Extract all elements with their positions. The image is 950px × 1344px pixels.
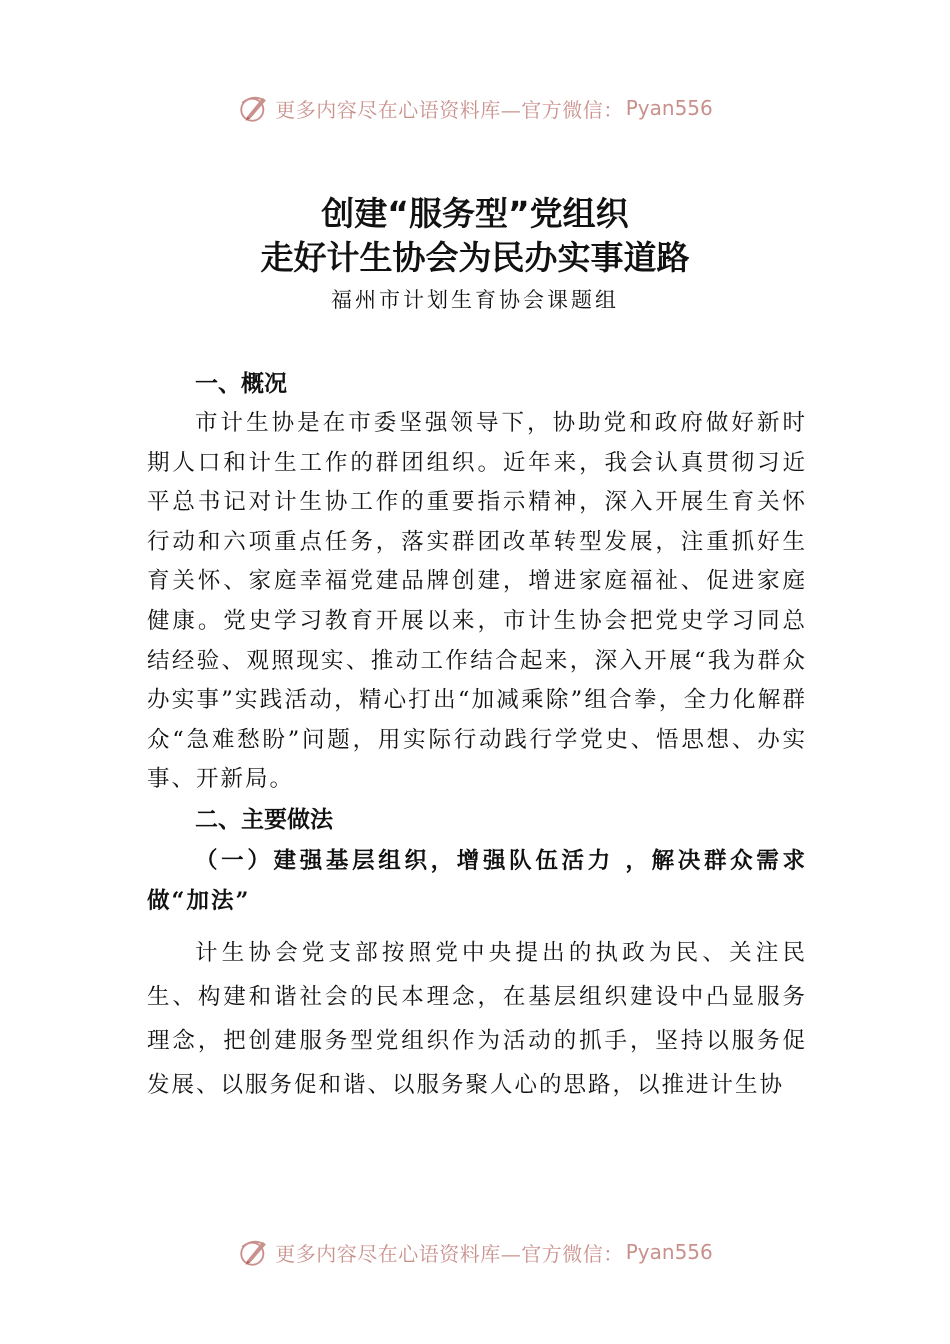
section-heading-methods: 二、主要做法	[195, 807, 333, 833]
watermark-bottom	[0, 1230, 950, 1274]
document-title-line-1: 创建“服务型”党组织	[321, 194, 629, 233]
overview-paragraph: 市计生协是在市委坚强领导下，协助党和政府做好新时期人口和计生工作的群团组织。近年来，我会认真贯彻习近平总书记对计生协工作的重要指示精神，深入开展生育关怀行动和六项重点任务，落实群团改革转型发展，注重抓好生育关怀、家庭幸福党建品牌创建，增进家庭福祉、促进家庭健康。党史学习教育开展以来，市计生协会把党史学习同总结经验、观照现实、推动工作结合起来，深入开展“我为群众办实事”实践活动，精心打出“加减乘除”组合拳，全力化解群众“急难愁盼”问题，用实际行动践行学党史、悟思想、办实事、开新局。	[147, 410, 807, 793]
section-overview	[147, 366, 807, 800]
document-title-line-2: 走好计生协会为民办实事道路	[260, 238, 690, 277]
watermark-text: 更多内容尽在心语资料库—官方微信：	[275, 97, 624, 122]
watermark-top	[0, 86, 950, 130]
document-author: 福州市计划生育协会课题组	[331, 288, 619, 312]
watermark-text: 更多内容尽在心语资料库—官方微信：	[275, 1241, 624, 1266]
watermark-account: Pyan556	[625, 1240, 713, 1264]
pen-logo-icon	[237, 1235, 271, 1269]
watermark-account: Pyan556	[625, 96, 713, 120]
subsection-1-paragraph: 计生协会党支部按照党中央提出的执政为民、关注民生、构建和谐社会的民本理念，在基层组织建设中凸显服务理念，把创建服务型党组织作为活动的抓手，坚持以服务促发展、以服务促和谐、以服务聚人心的思路，以推进计生协	[147, 940, 807, 1098]
pen-logo-icon	[237, 91, 271, 125]
subsection-heading-1: （一）建强基层组织，增强队伍活力 ，解决群众需求做“加法”	[147, 848, 807, 914]
section-heading-overview: 一、概况	[195, 371, 287, 397]
section-methods	[147, 800, 807, 1107]
